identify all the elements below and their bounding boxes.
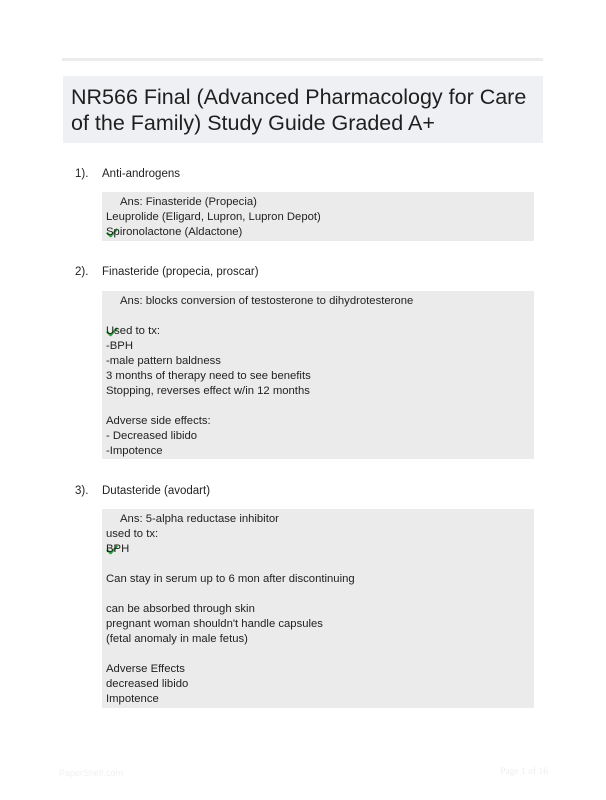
answer-box	[102, 509, 534, 708]
answer-text: Ans: Finasteride (Propecia)	[120, 196, 257, 208]
answer-line: -Impotence	[106, 445, 163, 457]
check-icon	[106, 296, 118, 308]
answer-line: (fetal anomaly in male fetus)	[106, 633, 248, 645]
answer-line: 3 months of therapy need to see benefits	[106, 370, 311, 382]
answer-line: Stopping, reverses effect w/in 12 months	[106, 385, 310, 397]
answer-line: -BPH	[106, 340, 133, 352]
answer-text: Ans: 5-alpha reductase inhibitor	[120, 513, 279, 525]
answer-line: Spironolactone (Aldactone)	[106, 226, 243, 238]
answer-line: Used to tx:	[106, 325, 160, 337]
answer-line	[106, 399, 534, 414]
answer-first-line	[106, 512, 534, 527]
answer-first-line	[106, 195, 534, 210]
answer-first-line	[106, 294, 534, 309]
page-number: Page 1 of 16	[500, 767, 548, 777]
answer-box	[102, 192, 534, 241]
question-prompt: Finasteride (propecia, proscar)	[102, 266, 259, 278]
question-number: 3).	[75, 485, 89, 497]
page-title: NR566 Final (Advanced Pharmacology for Care of the Family) Study Guide Graded A+	[71, 85, 527, 135]
footer-source: PaperShelf.com	[59, 768, 124, 778]
answer-line	[106, 647, 534, 662]
answer-line: Can stay in serum up to 6 mon after discontinuing	[106, 573, 355, 585]
answer-line: Leuprolide (Eligard, Lupron, Lupron Depot)	[106, 211, 321, 223]
answer-line: - Decreased libido	[106, 430, 198, 442]
answer-line: pregnant woman shouldn't handle capsules	[106, 618, 323, 630]
check-icon	[106, 514, 118, 526]
answer-line	[106, 309, 534, 324]
top-divider	[62, 58, 543, 61]
question-number: 1).	[75, 168, 89, 180]
answer-line: Impotence	[106, 693, 159, 705]
answer-line: used to tx:	[106, 528, 159, 540]
answer-line: decreased libido	[106, 678, 189, 690]
answer-line	[106, 587, 534, 602]
answer-line	[106, 557, 534, 572]
answer-line: -male pattern baldness	[106, 355, 221, 367]
answer-text: Ans: blocks conversion of testosterone to dihydrotesterone	[120, 295, 414, 307]
answer-line: BPH	[106, 543, 130, 555]
title-banner	[63, 76, 543, 143]
question-number: 2).	[75, 266, 89, 278]
answer-line: Adverse side effects:	[106, 415, 211, 427]
answer-line: Adverse Effects	[106, 663, 185, 675]
check-icon	[106, 197, 118, 209]
question-prompt: Anti-androgens	[102, 168, 180, 180]
answer-line: can be absorbed through skin	[106, 603, 255, 615]
question-prompt: Dutasteride (avodart)	[102, 485, 211, 497]
answer-box	[102, 291, 534, 459]
